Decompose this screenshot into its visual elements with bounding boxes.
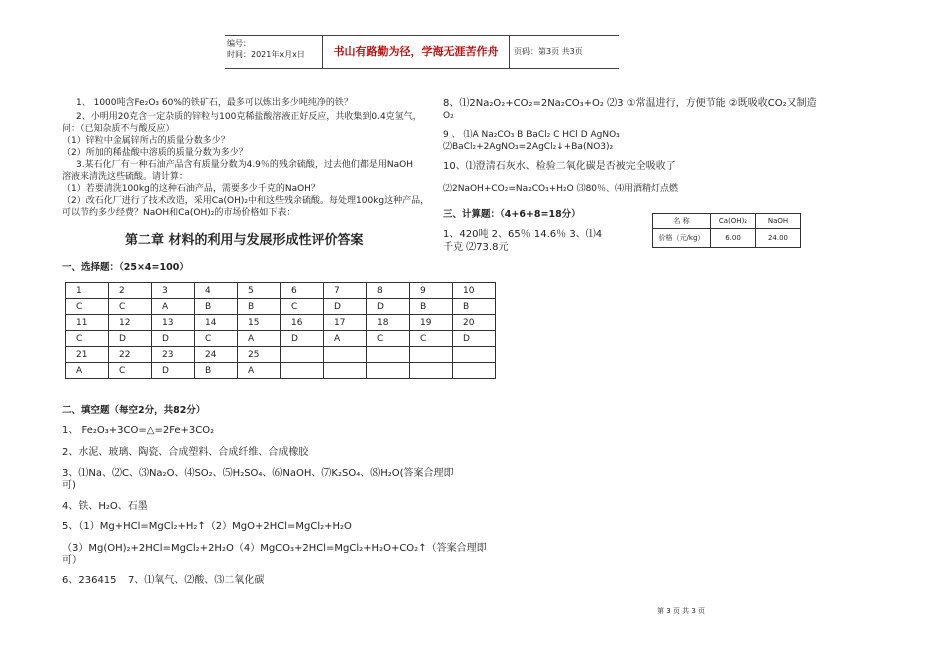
serial-label: 编号： xyxy=(227,39,251,48)
table-cell: 13 xyxy=(152,315,195,331)
table-cell xyxy=(324,363,367,379)
table-row xyxy=(66,331,496,347)
table-cell: C xyxy=(281,299,324,315)
table-cell: 17 xyxy=(324,315,367,331)
table-cell: 4 xyxy=(195,283,238,299)
table-cell: 1 xyxy=(66,283,109,299)
date-label: 时间：2021年x月x日 xyxy=(227,50,305,59)
table-cell: 2 xyxy=(109,283,152,299)
page-footer: 第 3 页 共 3 页 xyxy=(657,607,706,615)
problem-line: 可以节约多少经费？NaOH和Ca(OH)₂的市场价格如下表： xyxy=(62,208,296,218)
problem-line: （1）锌粒中金属锌所占的质量分数多少？ xyxy=(62,136,230,146)
problem-line: 1、 1000吨含Fe₂O₃ 60%的铁矿石，最多可以炼出多少吨纯净的铁？ xyxy=(76,98,353,108)
table-cell: 24 xyxy=(195,347,238,363)
table-cell: 23 xyxy=(152,347,195,363)
page-header xyxy=(225,35,619,69)
price-cell: 价格（元/kg） xyxy=(653,229,711,248)
table-row xyxy=(66,363,496,379)
fill-answer-5: 5、（1）Mg+HCl=MgCl₂+H₂↑（2）MgO+2HCl=MgCl₂+H₂O xyxy=(62,521,352,532)
header-info-cell xyxy=(225,36,323,68)
table-cell: A xyxy=(238,363,281,379)
table-cell: D xyxy=(324,299,367,315)
table-cell: 16 xyxy=(281,315,324,331)
fill-answer-7: 7、⑴氧气、⑵酸、⑶二氧化碳 xyxy=(128,575,265,586)
table-cell xyxy=(410,347,453,363)
answer-table xyxy=(65,282,496,379)
table-cell: 5 xyxy=(238,283,281,299)
fill-answer-6: 6、236415 xyxy=(62,575,117,586)
table-cell: C xyxy=(109,299,152,315)
table-cell: B xyxy=(195,363,238,379)
table-cell: A xyxy=(238,331,281,347)
fill-answer-10: 10、⑴澄清石灰水、检验二氧化碳是否被完全吸收了 xyxy=(443,161,676,172)
section2-title: 二、填空题（每空2分，共82分） xyxy=(62,405,206,416)
fill-answer-5-tail: 可） xyxy=(62,555,82,566)
header-motto: 书山有路勤为径，学海无涯苦作舟 xyxy=(323,36,510,68)
fill-answer-5-cont: （3）Mg(OH)₂+2HCl=MgCl₂+2H₂O（4）MgCO₃+2HCl=MgCl₂+H₂O+CO₂↑（答案合理即 xyxy=(62,543,487,554)
table-cell: D xyxy=(281,331,324,347)
fill-answer-3-cont: 可) xyxy=(62,480,76,491)
table-row xyxy=(66,315,496,331)
section3-title: 三、计算题：（4+6+8=18分） xyxy=(443,209,581,220)
table-cell xyxy=(281,363,324,379)
price-header: Ca(OH)₂ xyxy=(711,214,756,229)
table-cell: B xyxy=(453,299,496,315)
fill-answer-9: 9 、 ⑴A Na₂CO₃ B BaCl₂ C HCl D AgNO₃ xyxy=(443,130,620,140)
table-cell: 11 xyxy=(66,315,109,331)
problem-line: 3.某石化厂有一种石油产品含有质量分数为4.9％的残余硫酸，过去他们都是用NaOH xyxy=(76,160,414,170)
problem-line: 2、小明用20克含一定杂质的锌粒与100克稀盐酸溶液正好反应，共收集到0.4克氢气， xyxy=(76,112,422,122)
table-cell: 8 xyxy=(367,283,410,299)
table-cell xyxy=(453,347,496,363)
table-cell: 6 xyxy=(281,283,324,299)
table-cell: 12 xyxy=(109,315,152,331)
header-page-label: 页码：第3页 共3页 xyxy=(514,47,583,56)
table-cell: B xyxy=(195,299,238,315)
table-cell: C xyxy=(66,299,109,315)
price-header: 名 称 xyxy=(653,214,711,229)
table-cell xyxy=(367,363,410,379)
table-cell: 20 xyxy=(453,315,496,331)
table-cell: D xyxy=(453,331,496,347)
table-cell: D xyxy=(152,363,195,379)
table-cell: C xyxy=(66,331,109,347)
price-cell: 6.00 xyxy=(711,229,756,248)
problem-line: （1）若要清洗100kg的这种石油产品，需要多少千克的NaOH？ xyxy=(62,184,320,194)
fill-answer-9-cont: ⑵BaCl₂+2AgNO₃=2AgCl₂↓+Ba(NO3)₂ xyxy=(443,142,614,152)
table-cell: A xyxy=(152,299,195,315)
table-cell xyxy=(281,347,324,363)
table-cell: 15 xyxy=(238,315,281,331)
table-cell: A xyxy=(66,363,109,379)
chapter-title: 第二章 材料的利用与发展形成性评价答案 xyxy=(125,233,364,248)
fill-answer-3: 3、⑴Na、⑵C、⑶Na₂O、⑷SO₂、⑸H₂SO₄、⑹NaOH、⑺K₂SO₄、⑻H₂O(答案合理即 xyxy=(62,468,454,479)
calc-answer-line: 1、420吨 2、65％ 14.6％ 3、⑴4 xyxy=(443,229,603,240)
table-cell: 9 xyxy=(410,283,453,299)
table-cell xyxy=(324,347,367,363)
table-cell: 3 xyxy=(152,283,195,299)
table-cell: D xyxy=(152,331,195,347)
table-cell: C xyxy=(195,331,238,347)
table-row xyxy=(66,283,496,299)
problem-line: 溶液来清洗这些硫酸。请计算： xyxy=(62,172,189,182)
table-row xyxy=(66,347,496,363)
fill-answer-2: 2、水泥、玻璃、陶瓷、合成塑料、合成纤维、合成橡胶 xyxy=(62,447,309,458)
problem-line: （2）所加的稀盐酸中溶质的质量分数为多少？ xyxy=(62,148,248,158)
problem-line: （2）改石化厂进行了技术改造，采用Ca(OH)₂中和这些残余硫酸。每处理100kg这种产品， xyxy=(62,196,430,206)
table-cell: D xyxy=(367,299,410,315)
table-cell: 22 xyxy=(109,347,152,363)
table-cell: 18 xyxy=(367,315,410,331)
fill-answer-8: 8、⑴2Na₂O₂+CO₂=2Na₂CO₃+O₂ ⑵3 ①常温进行，方便节能 ②既吸收CO₂又制造 xyxy=(443,98,817,109)
fill-answer-10-cont: ⑵2NaOH+CO₂=Na₂CO₃+H₂O ⑶80％、⑷用酒精灯点燃 xyxy=(443,184,679,194)
table-cell: D xyxy=(109,331,152,347)
price-cell: 24.00 xyxy=(756,229,801,248)
problem-line: 问：（已知杂质不与酸反应） xyxy=(62,124,175,134)
fill-answer-1: 1、 Fe₂O₃+3CO=△=2Fe+3CO₂ xyxy=(62,425,215,436)
price-header: NaOH xyxy=(756,214,801,229)
table-cell: C xyxy=(109,363,152,379)
table-cell: 25 xyxy=(238,347,281,363)
table-cell: B xyxy=(238,299,281,315)
calc-answer-line: 千克 ⑵73.8元 xyxy=(443,242,509,253)
table-cell: A xyxy=(324,331,367,347)
table-row xyxy=(66,299,496,315)
table-cell: C xyxy=(367,331,410,347)
table-cell: 14 xyxy=(195,315,238,331)
table-cell: 19 xyxy=(410,315,453,331)
table-cell: 21 xyxy=(66,347,109,363)
table-cell: B xyxy=(410,299,453,315)
table-cell xyxy=(453,363,496,379)
table-cell xyxy=(410,363,453,379)
fill-answer-4: 4、铁、H₂O、石墨 xyxy=(62,501,148,512)
table-cell xyxy=(367,347,410,363)
table-cell: 10 xyxy=(453,283,496,299)
table-cell: 7 xyxy=(324,283,367,299)
fill-answer-8-cont: O₂ xyxy=(443,111,454,121)
price-table xyxy=(652,213,801,248)
table-cell: C xyxy=(410,331,453,347)
problems-block xyxy=(62,97,429,219)
section1-title: 一、选择题：（25×4=100） xyxy=(62,262,189,273)
